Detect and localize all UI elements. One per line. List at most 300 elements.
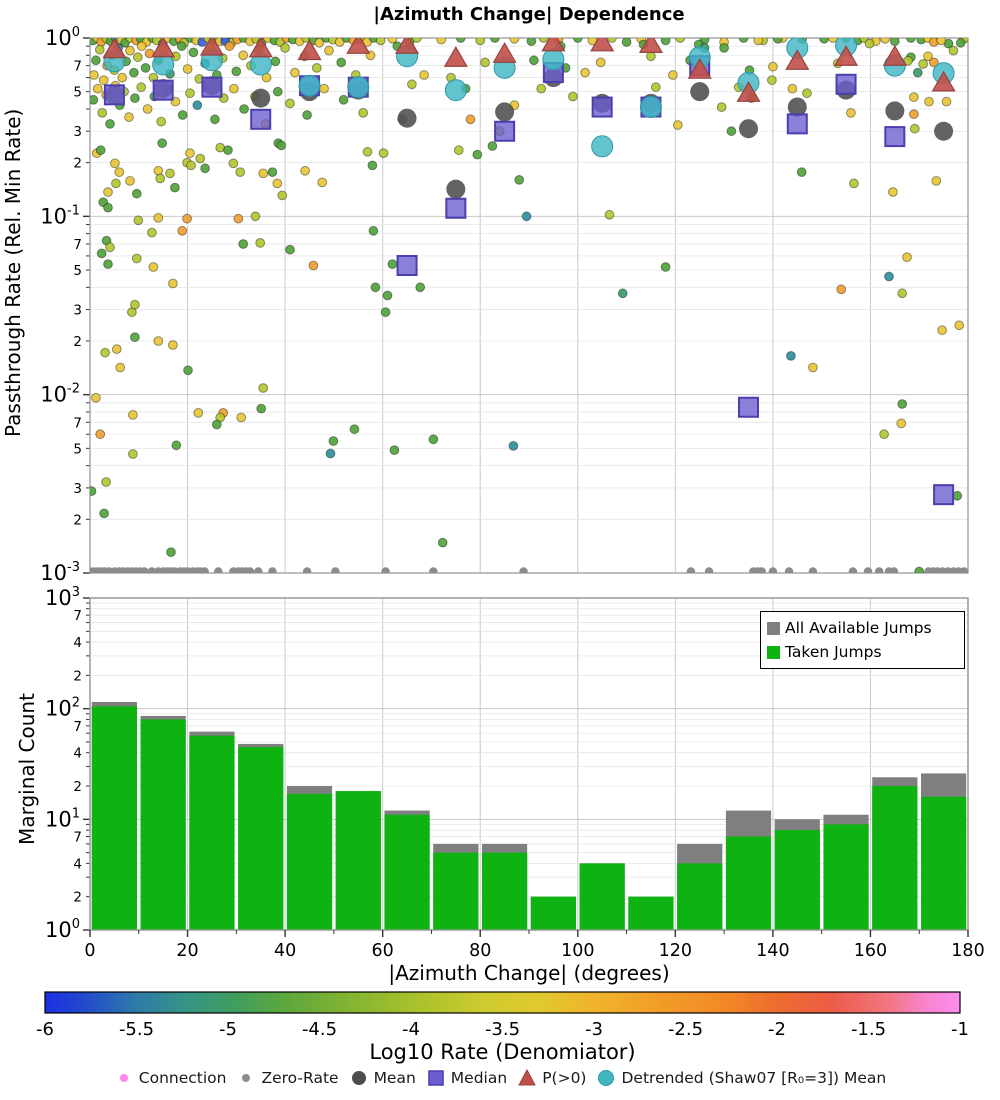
colorbar-tick-label: -2 [768, 1019, 786, 1040]
scatter-point [454, 146, 463, 155]
scatter-point [907, 34, 916, 43]
scatter-point [491, 34, 500, 43]
colorbar-tick-label: -3.5 [484, 1019, 521, 1040]
scatter-point [596, 58, 605, 67]
scatter-point [910, 124, 919, 133]
scatter-point [381, 308, 390, 317]
legend-label: All Available Jumps [785, 619, 932, 637]
scatter-point [273, 179, 282, 188]
scatter-point [371, 283, 380, 292]
median-marker [398, 256, 417, 275]
detrended-marker [348, 77, 369, 98]
scatter-point [92, 393, 101, 402]
tick-label-minor: 2 [73, 668, 82, 685]
zero-rate-point [960, 567, 968, 575]
colorbar-label: Log10 Rate (Denomiator) [369, 1040, 636, 1064]
tick-label-minor: 3 [73, 302, 82, 319]
scatter-point [880, 430, 889, 439]
scatter-point [539, 34, 548, 43]
mean-marker [690, 82, 709, 101]
scatter-point [942, 97, 951, 106]
chart-title: |Azimuth Change| Dependence [373, 4, 685, 25]
scatter-point [137, 83, 146, 92]
tick-label-minor: 7 [73, 718, 82, 735]
scatter-point [166, 169, 175, 178]
zero-rate-point [303, 567, 311, 575]
scatter-point [537, 84, 546, 93]
tick-label-minor: 7 [73, 829, 82, 846]
scatter-point [154, 337, 163, 346]
colorbar-tick-label: -1 [951, 1019, 969, 1040]
legend-item-p0 [517, 1068, 586, 1088]
scatter-point [251, 212, 260, 221]
scatter-point [363, 147, 372, 156]
scatter-point [388, 260, 397, 269]
zero-rate-point [687, 567, 695, 575]
scatter-point [769, 62, 778, 71]
colorbar-tick-label: -3 [585, 1019, 603, 1040]
mean-marker [739, 119, 758, 138]
scatter-point [573, 34, 582, 43]
scatter-point [100, 509, 109, 518]
mean-marker [495, 102, 514, 121]
scatter-point [647, 52, 656, 61]
scatter-point [937, 36, 946, 45]
scatter-point [903, 253, 912, 262]
bar-taken [823, 824, 868, 930]
scatter-point [809, 363, 818, 372]
scatter-point [196, 154, 205, 163]
mean-glyph [352, 1071, 366, 1085]
scatter-point [89, 95, 98, 104]
scatter-point [651, 83, 660, 92]
scatter-point [788, 84, 797, 93]
bar-taken [336, 791, 381, 930]
mean-marker [251, 89, 270, 108]
scatter-point [93, 84, 102, 93]
scatter-point [618, 289, 627, 298]
bar-taken [628, 897, 673, 930]
scatter-point [141, 64, 150, 73]
zero-rate-point [769, 567, 777, 575]
scatter-point [178, 111, 187, 120]
scatter-point [339, 95, 348, 104]
median-marker [495, 122, 514, 141]
scatter-point [183, 214, 192, 223]
scatter-point [212, 420, 221, 429]
tick-label-minor: 4 [73, 635, 82, 652]
zero-rate-point [785, 567, 793, 575]
scatter-point [329, 437, 338, 446]
scatter-point [129, 450, 138, 459]
scatter-point [376, 36, 385, 45]
scatter-point [420, 71, 429, 80]
scatter-point [95, 45, 104, 54]
scatter-point [739, 34, 748, 43]
x-tick-label: 80 [469, 941, 492, 961]
scatter-point [149, 263, 158, 272]
median-glyph [429, 1071, 443, 1085]
scatter-point [913, 68, 922, 77]
scatter-point [889, 188, 898, 197]
scatter-point [669, 71, 678, 80]
tick-label-minor: 2 [73, 889, 82, 906]
zero-rate-point [331, 567, 339, 575]
scatter-point [172, 441, 181, 450]
scatter-point [925, 97, 934, 106]
scatter-point [527, 37, 536, 46]
bar-taken [726, 836, 771, 930]
scatter-point [837, 285, 846, 294]
scatter-point [99, 76, 108, 85]
scatter-point [184, 366, 193, 375]
scatter-point [803, 89, 812, 98]
scatter-point [90, 71, 99, 80]
scatter-point [416, 283, 425, 292]
scatter-point [230, 84, 239, 93]
tick-label-minor: 4 [73, 856, 82, 873]
x-tick-label: 120 [658, 941, 693, 961]
scatter-point [96, 146, 105, 155]
scatter-point [104, 260, 113, 269]
tick-label-minor: 5 [73, 441, 82, 458]
scatter-point [438, 538, 447, 547]
tick-label-major: $10^{-1}$ [40, 203, 80, 229]
connection-icon [114, 1068, 134, 1088]
tick-label-major: $10^{-2}$ [40, 381, 80, 407]
scatter-point [111, 159, 120, 168]
median-marker [154, 81, 173, 100]
scatter-point [194, 409, 203, 418]
zero-rate-glyph [242, 1074, 250, 1082]
histogram-y-axis-label: Marginal Count [15, 693, 39, 845]
scatter-point [320, 84, 329, 93]
scatter-point [148, 228, 157, 237]
scatter-point [237, 413, 246, 422]
mean-marker [885, 101, 904, 120]
taken-swatch [767, 646, 780, 659]
scatter-point [412, 34, 421, 43]
scatter-point [187, 161, 196, 170]
axes-border [90, 38, 968, 573]
scatter-point [143, 105, 152, 114]
scatter-point [278, 191, 287, 200]
scatter-point [239, 51, 248, 60]
scatter-point [326, 449, 335, 458]
legend-row [767, 640, 958, 664]
scatter-point [97, 249, 106, 258]
p0-glyph [519, 1070, 535, 1085]
bar-taken [141, 719, 186, 930]
scatter-point [569, 92, 578, 101]
zero-rate-point [214, 567, 222, 575]
zero-rate-point [429, 567, 437, 575]
scatter-point [368, 161, 377, 170]
scatter-points-layer [87, 32, 968, 576]
scatter-point [956, 38, 965, 47]
scatter-point [898, 400, 907, 409]
scatter-point [106, 120, 115, 129]
tick-label-minor: 7 [73, 58, 82, 75]
scatter-point [259, 384, 268, 393]
scatter-point [240, 105, 249, 114]
median-marker [934, 485, 953, 504]
scatter-point [881, 34, 890, 43]
bar-taken [287, 794, 332, 930]
scatter-point [118, 73, 127, 82]
tick-label-minor: 5 [73, 263, 82, 280]
scatter-point [768, 76, 777, 85]
marker-legend [0, 1068, 1000, 1088]
scatter-point [383, 291, 392, 300]
scatter-point [820, 34, 829, 43]
colorbar-tick-label: -1.5 [850, 1019, 887, 1040]
x-tick-label: 40 [273, 941, 297, 961]
scatter-point [481, 58, 490, 67]
scatter-point [897, 419, 906, 428]
scatter-point [473, 150, 482, 159]
scatter-point [286, 99, 295, 108]
scatter-point [608, 34, 617, 43]
zero-rate-point [268, 567, 276, 575]
scatter-point [115, 168, 124, 177]
scatter-point [437, 35, 446, 44]
detrended-icon [596, 1068, 616, 1088]
scatter-point [137, 42, 146, 51]
legend-label: Taken Jumps [785, 643, 882, 661]
bar-taken [238, 747, 283, 930]
scatter-point [581, 68, 590, 77]
x-tick-label: 100 [561, 941, 595, 961]
scatter-point [193, 101, 202, 110]
scatter-point [727, 127, 736, 136]
scatter-point [476, 36, 485, 45]
legend-item-label: Detrended (Shaw07 [R₀=3]) Mean [621, 1069, 887, 1087]
median-marker [251, 110, 270, 129]
scatter-point [787, 352, 796, 361]
detrended-glyph [599, 1071, 614, 1086]
scatter-point [129, 411, 138, 420]
bar-taken [580, 863, 625, 930]
scatter-point [522, 212, 531, 221]
tick-label-minor: 3 [73, 124, 82, 141]
scatter-point [169, 341, 178, 350]
scatter-point [676, 34, 685, 43]
colorbar [36, 992, 969, 1040]
scatter-point [104, 188, 113, 197]
legend-item-label: Median [450, 1069, 508, 1087]
scatter-point [236, 168, 245, 177]
scatter-point [530, 56, 539, 65]
median-icon [426, 1068, 446, 1088]
scatter-point [178, 226, 187, 235]
scatter-point [720, 44, 729, 53]
mean-marker [446, 180, 465, 199]
scatter-point [158, 139, 167, 148]
zero-rate-point [381, 567, 389, 575]
detrended-marker [543, 49, 564, 70]
median-marker [202, 78, 221, 97]
mean-icon [349, 1068, 369, 1088]
p0-icon [517, 1068, 537, 1088]
scatter-point [134, 216, 143, 225]
legend-item-mean [349, 1068, 416, 1088]
scatter-point [132, 254, 141, 263]
tick-label-major: $10^1$ [44, 806, 80, 832]
scatter-point [281, 44, 290, 53]
scatter-point [359, 109, 368, 118]
legend-item-median [426, 1068, 507, 1088]
zero-rate-point [875, 567, 883, 575]
tick-label-minor: 4 [73, 745, 82, 762]
scatter-point [515, 176, 524, 185]
legend-item-detrended [596, 1068, 886, 1088]
tick-label-minor: 2 [73, 155, 82, 172]
p-gt0-marker [445, 47, 467, 66]
scatter-point [286, 245, 295, 254]
scatter-point [408, 80, 417, 89]
scatter-point [673, 121, 682, 130]
scatter-point [955, 321, 964, 330]
bar-taken [775, 830, 820, 930]
scatter-point [131, 300, 140, 309]
median-marker [837, 75, 856, 94]
histogram-legend [760, 611, 965, 669]
scatter-point [301, 166, 310, 175]
scatter-point [104, 203, 113, 212]
scatter-point [201, 164, 210, 173]
colorbar-tick-label: -6 [36, 1019, 54, 1040]
all-swatch [767, 622, 780, 635]
mean-marker [398, 109, 417, 128]
tick-label-major: $10^2$ [44, 695, 80, 721]
scatter-point [754, 36, 763, 45]
bar-taken [92, 706, 137, 930]
scatter-point [890, 37, 899, 46]
scatter-point [132, 189, 141, 198]
colorbar-bar [45, 992, 960, 1013]
x-tick-label: 180 [951, 941, 985, 961]
scatter-point [847, 109, 856, 118]
scatter-point [268, 168, 277, 177]
colorbar-tick-label: -4 [402, 1019, 420, 1040]
tick-label-major: $10^0$ [44, 25, 80, 50]
scatter-point [932, 177, 941, 186]
median-marker [446, 199, 465, 218]
detrended-marker [640, 97, 661, 118]
scatter-point [509, 442, 518, 451]
scatter-point [125, 113, 134, 122]
scatter-point [126, 46, 135, 55]
colorbar-tick-label: -2.5 [667, 1019, 704, 1040]
scatter-point [131, 94, 140, 103]
zero-rate-point [140, 567, 148, 575]
scatter-point [309, 261, 318, 270]
scatter-point [488, 142, 497, 151]
tick-label-major: $10^{-3}$ [40, 560, 80, 585]
tick-label-minor: 2 [73, 333, 82, 350]
tick-label-minor: 7 [73, 236, 82, 253]
scatter-panel [40, 25, 968, 585]
zero-rate-point [890, 567, 898, 575]
x-tick-label: 160 [853, 941, 888, 961]
bar-taken [482, 853, 527, 930]
scatter-point [154, 214, 163, 223]
scatter-point [133, 53, 142, 62]
scatter-point [277, 141, 286, 150]
tick-label-minor: 7 [73, 415, 82, 432]
scatter-point [325, 46, 334, 55]
scatter-point [177, 42, 186, 51]
scatter-point [510, 34, 519, 43]
connection-glyph [120, 1074, 128, 1082]
scatter-point [116, 363, 125, 372]
scatter-point [898, 289, 907, 298]
tick-label-minor: 7 [73, 608, 82, 625]
median-marker [105, 85, 124, 104]
colorbar-tick-label: -5 [219, 1019, 237, 1040]
scatter-point [189, 48, 198, 57]
scatter-y-axis-label: Passthrough Rate (Rel. Min Rate) [1, 108, 25, 437]
scatter-point [661, 36, 670, 45]
scatter-point [773, 34, 782, 43]
scatter-point [885, 272, 894, 281]
x-tick-label: 20 [176, 941, 199, 961]
scatter-point [239, 240, 248, 249]
scatter-point [211, 115, 220, 124]
scatter-point [369, 226, 378, 235]
bar-taken [433, 853, 478, 930]
median-marker [593, 98, 612, 117]
scatter-point [130, 68, 139, 77]
scatter-point [257, 404, 266, 413]
scatter-point [229, 159, 238, 168]
x-axis-label: |Azimuth Change| (degrees) [388, 961, 670, 985]
scatter-point [379, 149, 388, 158]
scatter-point [953, 491, 962, 500]
scatter-point [717, 103, 726, 112]
scatter-point [915, 567, 924, 576]
scatter-point [131, 333, 140, 342]
legend-item-zero-rate [236, 1068, 338, 1088]
tick-label-minor: 3 [73, 480, 82, 497]
tick-label-minor: 2 [73, 779, 82, 796]
scatter-point [102, 478, 111, 487]
zero-rate-point [519, 567, 527, 575]
scatter-point [303, 111, 312, 120]
zero-rate-point [705, 567, 713, 575]
x-tick-label: 0 [84, 941, 96, 961]
median-marker [788, 114, 807, 133]
x-tick-label: 140 [756, 941, 790, 961]
scatter-point [101, 348, 110, 357]
zero-rate-point [849, 567, 857, 575]
scatter-point [910, 93, 919, 102]
scatter-point [225, 42, 234, 51]
zero-rate-point [809, 567, 817, 575]
scatter-point [112, 179, 121, 188]
bar-taken [921, 797, 966, 930]
scatter-point [256, 239, 265, 248]
bar-taken [384, 815, 429, 930]
scatter-point [456, 34, 465, 43]
scatter-point [167, 548, 176, 557]
tick-label-minor: 2 [73, 512, 82, 529]
colorbar-tick-label: -4.5 [301, 1019, 338, 1040]
zero-rate-icon [236, 1068, 256, 1088]
tick-label-major: $10^3$ [44, 585, 80, 610]
tick-label-major: $10^0$ [44, 917, 80, 942]
